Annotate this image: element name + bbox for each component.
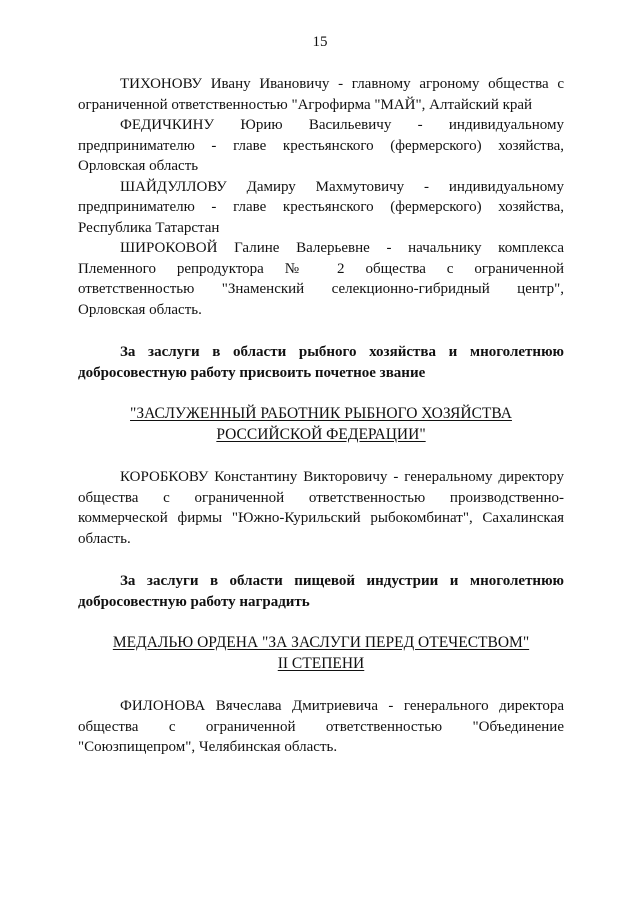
- page-number: 15: [312, 34, 328, 50]
- award-intro: За заслуги в области рыбного хозяйства и многолетнюю добросовестную работу присвоить почетное звание: [78, 344, 564, 381]
- award-title: [78, 632, 564, 674]
- award-title-line: МЕДАЛЬЮ ОРДЕНА "ЗА ЗАСЛУГИ ПЕРЕД ОТЕЧЕСТВОМ": [112, 634, 530, 651]
- document-body: [78, 74, 564, 758]
- award-intro: За заслуги в области пищевой индустрии и многолетнюю добросовестную работу наградить: [78, 573, 564, 610]
- award-title-line: II СТЕПЕНИ: [277, 655, 365, 672]
- award-entry: ФИЛОНОВА Вячеслава Дмитриевича - генерального директора общества с ограниченной ответственностью "Объединение "Союзпищепром", Челябинская область.: [78, 698, 564, 755]
- award-entry: ШИРОКОВОЙ Галине Валерьевне - начальнику комплекса Племенного репродуктора № 2 общества с ограниченной ответственностью "Знаменский селекционно-гибридный центр", Орловская область.: [78, 240, 564, 318]
- award-entry: ШАЙДУЛЛОВУ Дамиру Махмутовичу - индивидуальному предпринимателю - главе крестьянского (фермерского) хозяйства, Республика Татарстан: [78, 178, 564, 236]
- award-entry: ТИХОНОВУ Ивану Ивановичу - главному агроному общества с ограниченной ответственностью "Агрофирма "МАЙ", Алтайский край: [78, 76, 564, 113]
- award-entry: ФЕДИЧКИНУ Юрию Васильевичу - индивидуальному предпринимателю - главе крестьянского (фермерского) хозяйства, Орловская область: [78, 117, 564, 174]
- award-entry: КОРОБКОВУ Константину Викторовичу - генеральному директору общества с ограниченной ответственностью производственно-коммерческой фирмы "Южно-Курильский рыбокомбинат", Сахалинская область.: [78, 469, 564, 547]
- award-title-line: РОССИЙСКОЙ ФЕДЕРАЦИИ": [216, 426, 426, 443]
- award-title-line: "ЗАСЛУЖЕННЫЙ РАБОТНИК РЫБНОГО ХОЗЯЙСТВА: [130, 405, 512, 422]
- award-title: [78, 403, 564, 445]
